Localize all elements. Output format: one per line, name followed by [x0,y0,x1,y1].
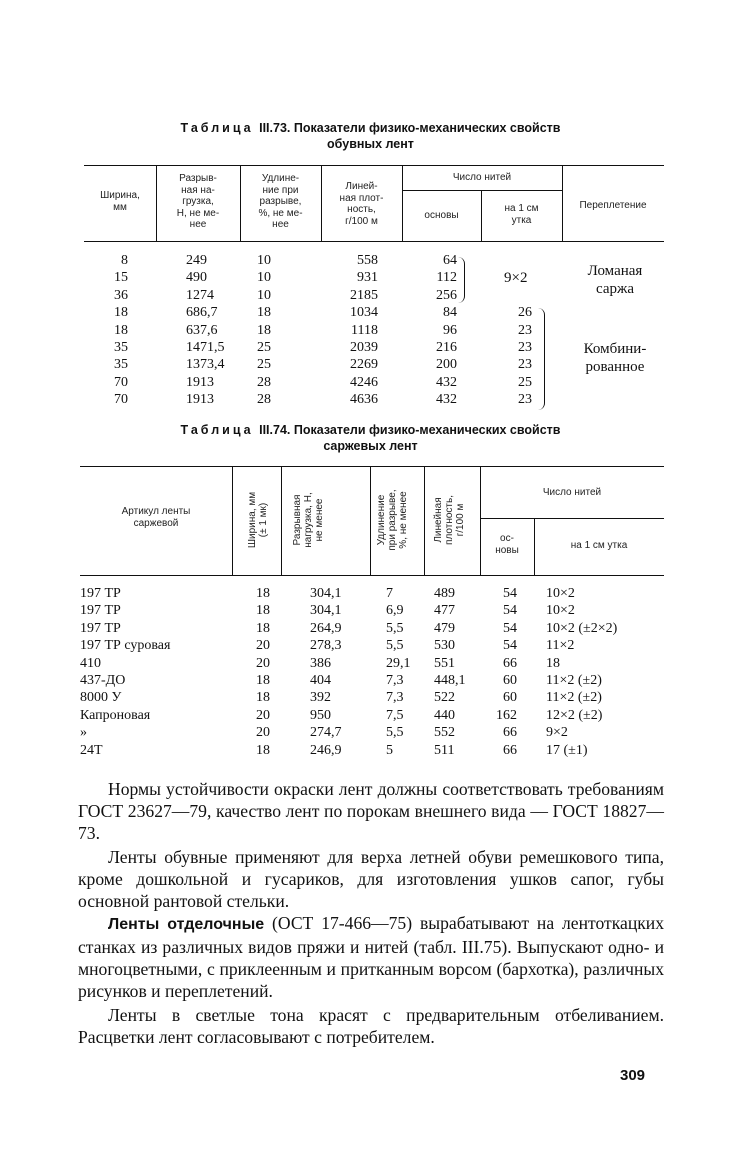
t74-cell: 24Т [80,742,103,758]
t74-cell: 20 [256,707,270,723]
caption-label: Таблица [180,423,254,437]
t73-cell: 256 [436,287,457,303]
t74-cell: 437-ДО [80,673,126,688]
t73-cell: 26 [518,305,532,321]
t74-cell: 18 [256,586,270,601]
t74-cell: 162 [496,707,517,723]
t74-cell: 440 [434,707,455,723]
table-row [0,724,741,741]
t73-header-width: Ширина, мм [100,190,140,213]
paragraph-3-bold: Ленты отделочные [108,916,265,933]
t74-cell: 5,5 [386,638,404,654]
t74-cell: 551 [434,655,455,671]
t73-cell: 249 [186,253,207,268]
t73-cell: 4636 [350,392,378,408]
t74-cell: 197 ТР [80,620,121,636]
t73-cell: 35 [114,340,128,355]
caption-label: Таблица [180,121,254,135]
t73-cell: 70 [114,374,128,390]
t74-cell: 197 ТР суровая [80,638,171,654]
t74-cell: 60 [503,673,517,688]
t74-cell: 18 [546,655,560,671]
table-row [0,707,741,724]
t73-cell: 637,6 [186,322,218,338]
t74-cell: 197 ТР [80,603,121,619]
t74-cell: 950 [310,707,331,723]
t73-header-warp: основы [424,210,459,221]
t74-cell: 274,7 [310,725,342,741]
t74-cell: 54 [503,603,517,619]
t73-cell: 84 [443,305,457,321]
table-row [0,374,741,391]
t73-cell: 686,7 [186,305,218,321]
t74-cell: 54 [503,586,517,601]
t74-cell: 5,5 [386,725,404,741]
t73-cell: 432 [436,374,457,390]
t74-header-warp: ос- новы [495,533,519,556]
table-73-caption [0,120,741,152]
table-row [0,655,741,672]
t73-cell: 23 [518,340,532,355]
t74-cell: 264,9 [310,620,342,636]
t74-cell: 18 [256,620,270,636]
t74-header-threads: Число нитей [542,487,602,498]
t73-cell: 18 [257,322,271,338]
t73-cell: 558 [357,253,378,268]
brace-group1 [458,257,465,303]
t74-cell: 11×2 (±2) [546,690,602,706]
t73-cell: 70 [114,392,128,408]
t73-cell: 2269 [350,357,378,373]
body-text [78,778,664,1048]
t73-cell: 1913 [186,374,214,390]
t73-cell: 490 [186,270,207,286]
t74-cell: 11×2 [546,638,575,654]
t74-cell: 20 [256,655,270,671]
table-row [0,602,741,619]
t73-cell: 1471,5 [186,340,225,355]
t74-header-density: Линейная плотность, г/100 м [433,495,466,545]
t73-cell: 1118 [351,322,378,338]
t74-cell: 8000 У [80,690,122,706]
t74-cell: 477 [434,603,455,619]
t74-cell: 11×2 (±2) [546,673,602,688]
t74-cell: 511 [434,742,455,758]
t73-header-weft: на 1 см утка [504,203,539,226]
t73-cell: 1373,4 [186,357,225,373]
t73-cell: 28 [257,374,271,390]
t74-cell: 66 [503,655,517,671]
paragraph-2: Ленты обувные применяют для верха летней обуви ремешкового типа, кроме дошкольной и гусариков, для изготовления ушков сапог, губы основной рантовой стельки. [78,847,664,911]
t74-cell: 20 [256,638,270,654]
t74-cell: 278,3 [310,638,342,654]
t74-header-width: Ширина, мм (± 1 мк) [247,491,269,549]
paragraph-3-rest: (ОСТ 17-466—75) вырабатывают на лентоткацких станках из различных видов пряжи и нитей (табл. III.75). Выпускают одно- и многоцветными, с приклеенным и притканным ворсом (бархотка), различных рисунков и переплетений. [78,913,664,1001]
t74-cell: 7,3 [386,673,404,688]
t73-cell: 931 [357,270,378,286]
t73-cell: 112 [436,270,457,286]
t74-cell: 5 [386,742,393,758]
t74-cell: 54 [503,638,517,654]
caption-line2: обувных лент [327,137,414,151]
paragraph-3 [78,912,664,1002]
caption-line2: саржевых лент [323,439,418,453]
t74-cell: 410 [80,655,101,671]
t73-cell: 28 [257,392,271,408]
t74-cell: 17 (±1) [546,742,588,758]
t74-cell: 66 [503,725,517,741]
t73-cell: 10 [257,253,271,268]
t73-cell: 8 [121,253,128,268]
t74-cell: 404 [310,673,331,688]
t74-header-load: Разрывная нагрузка, Н, не менее [292,492,325,548]
t73-cell: 25 [518,374,532,390]
t74-cell: 18 [256,673,270,688]
t73-cell: 25 [257,357,271,373]
t74-cell: 522 [434,690,455,706]
t73-cell: 18 [114,322,128,338]
t74-cell: 304,1 [310,586,342,601]
t73-cell: 36 [114,287,128,303]
t74-cell: 54 [503,620,517,636]
t73-cell: 432 [436,392,457,408]
t73-cell: 2185 [350,287,378,303]
caption-title: III.74. Показатели физико-механических свойств [255,423,561,437]
t74-cell: 10×2 [546,586,575,601]
t74-cell: 197 ТР [80,586,121,601]
t73-cell: 10 [257,287,271,303]
t73-group2-weave: Комбини- рованное [583,341,647,375]
t73-cell: 10 [257,270,271,286]
t74-cell: » [80,725,87,741]
t74-cell: 392 [310,690,331,706]
t74-cell: 10×2 [546,603,575,619]
t73-cell: 25 [257,340,271,355]
t74-cell: 9×2 [546,725,568,741]
t74-cell: 29,1 [386,655,411,671]
t74-cell: 12×2 (±2) [546,707,603,723]
t73-cell: 1034 [350,305,378,321]
t73-cell: 200 [436,357,457,373]
t74-cell: 246,9 [310,742,342,758]
t74-header-article: Артикул ленты саржевой [121,506,191,529]
t74-cell: Капроновая [80,707,151,723]
t74-cell: 552 [434,725,455,741]
t73-cell: 216 [436,340,457,355]
table-74-caption [0,422,741,454]
t74-cell: 304,1 [310,603,342,619]
t73-cell: 15 [114,270,128,286]
t73-header-weave: Переплетение [579,200,647,211]
t73-group1-weave: Ломаная саржа [587,263,643,297]
t73-header-density: Линей- ная плот- ность, г/100 м [339,181,384,227]
paragraph-1: Нормы устойчивости окраски лент должны соответствовать требованиям ГОСТ 23627—79, качество лент по порокам внешнего вида — ГОСТ 18827—73. [78,779,664,843]
t74-cell: 6,9 [386,603,404,619]
t73-cell: 2039 [350,340,378,355]
t74-cell: 530 [434,638,455,654]
table-row [0,637,741,654]
t74-header-weft: на 1 см утка [570,540,628,551]
page-number: 309 [620,1067,646,1084]
t74-cell: 18 [256,603,270,619]
t73-header-load: Разрыв- ная на- грузка, Н, не ме- нее [176,173,220,230]
t73-cell: 64 [443,253,457,268]
table-row [0,742,741,759]
t74-cell: 7,5 [386,707,404,723]
t74-cell: 5,5 [386,620,404,636]
caption-title: III.73. Показатели физико-механических свойств [255,121,561,135]
t73-cell: 23 [518,322,532,338]
t73-cell: 4246 [350,374,378,390]
t73-cell: 23 [518,392,532,408]
t74-cell: 10×2 (±2×2) [546,620,618,636]
table-row [0,620,741,637]
t74-cell: 60 [503,690,517,706]
table-row [0,689,741,706]
t74-cell: 20 [256,725,270,741]
t73-cell: 18 [114,305,128,321]
t73-header-threads: Число нитей [452,172,512,183]
t73-cell: 23 [518,357,532,373]
t74-cell: 66 [503,742,517,758]
t74-cell: 18 [256,690,270,706]
t73-cell: 18 [257,305,271,321]
t73-group1-weft: 9×2 [504,270,528,286]
t74-cell: 489 [434,586,455,601]
brace-group2 [538,308,545,410]
table-row [0,304,741,321]
t74-cell: 18 [256,742,270,758]
t73-cell: 96 [443,322,457,338]
paragraph-4: Ленты в светлые тона красят с предварительным отбеливанием. Расцветки лент согласовывают с потребителем. [78,1005,664,1047]
table-row [0,585,741,602]
t74-header-elong: Удлинение при разрыве, %, не менее [376,489,409,551]
t74-cell: 479 [434,620,455,636]
t74-cell: 386 [310,655,331,671]
t73-cell: 35 [114,357,128,373]
t74-cell: 7,3 [386,690,404,706]
table-row [0,322,741,339]
table-row [0,672,741,689]
t74-cell: 7 [386,586,393,601]
t73-header-elong: Удлине- ние при разрыве, %, не ме- нее [258,173,303,230]
t74-cell: 448,1 [434,673,466,688]
t73-cell: 1913 [186,392,214,408]
t73-cell: 1274 [186,287,214,303]
table-row [0,391,741,408]
